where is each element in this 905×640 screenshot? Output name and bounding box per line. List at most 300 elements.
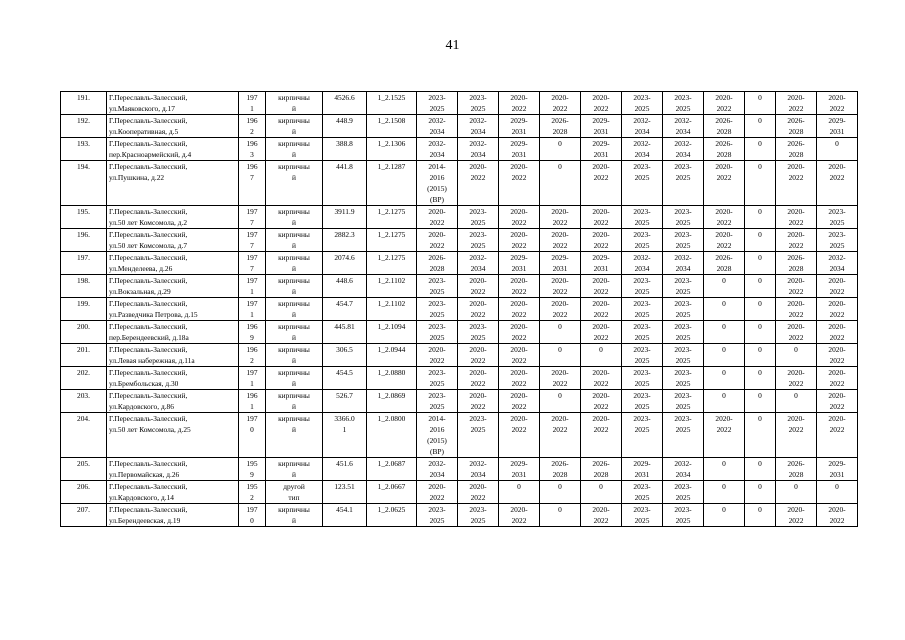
area-value: 306.5 [336, 345, 353, 354]
period-cell [663, 229, 704, 252]
period-line: 2029- [828, 116, 846, 125]
table-row [61, 138, 858, 161]
period-line: 2034 [470, 150, 486, 159]
period-line: 2025 [634, 402, 650, 411]
period-cell [776, 161, 817, 206]
period-cell [776, 298, 817, 321]
period-cell [581, 206, 622, 229]
period-cell [622, 390, 663, 413]
period-line: 2026- [787, 253, 805, 262]
row-number-cell [61, 252, 107, 275]
period-line: 2022 [593, 333, 609, 342]
period-line: 0 [722, 322, 726, 331]
address-street: пер.Берендеевский, д.18а [109, 333, 189, 342]
material-part: й [292, 173, 296, 182]
period-cell [663, 206, 704, 229]
period-line: 2034 [634, 264, 650, 273]
year-part: 197 [246, 276, 258, 285]
period-line: 2022 [829, 379, 845, 388]
period-cell [417, 115, 458, 138]
period-line: 2031 [552, 264, 568, 273]
period-cell [663, 481, 704, 504]
period-line: 0 [758, 207, 762, 216]
material-part: кирпичны [278, 207, 310, 216]
period-line: 2023- [428, 299, 446, 308]
period-line: 2025 [634, 310, 650, 319]
address-city: Г.Переславль-Залесский, [109, 139, 188, 148]
period-cell [581, 458, 622, 481]
table-row [61, 344, 858, 367]
period-cell [417, 504, 458, 527]
address-city: Г.Переславль-Залесский, [109, 391, 188, 400]
period-cell [540, 390, 581, 413]
code-value: 1_2.1306 [377, 139, 406, 148]
year-part: 2 [250, 493, 254, 502]
row-number-cell [61, 206, 107, 229]
code-value: 1_2.1525 [377, 93, 406, 102]
address-street: ул.Вокзальная, д.29 [109, 287, 171, 296]
period-line: 2020- [787, 207, 805, 216]
period-cell [581, 92, 622, 115]
period-line: 2025 [675, 104, 691, 113]
period-line: 2031 [593, 150, 609, 159]
area-cell [323, 344, 367, 367]
period-line: 2028 [429, 264, 445, 273]
period-line: 2023- [633, 207, 651, 216]
period-line: 2025 [634, 333, 650, 342]
period-line: 2022 [470, 402, 486, 411]
area-value: 454.7 [336, 299, 353, 308]
period-line: 0 [558, 482, 562, 491]
period-cell [704, 252, 745, 275]
period-line: 2022 [716, 104, 732, 113]
code-value: 1_2.0944 [377, 345, 406, 354]
period-line: 2022 [716, 241, 732, 250]
period-line: 2022 [593, 218, 609, 227]
period-line: 2025 [470, 218, 486, 227]
address-cell [107, 92, 239, 115]
period-line: 2025 [634, 356, 650, 365]
period-line: 2022 [593, 104, 609, 113]
period-line: 2025 [675, 218, 691, 227]
period-cell [581, 344, 622, 367]
period-line: 2020- [551, 414, 569, 423]
period-line: 2020- [787, 368, 805, 377]
area-value-cont: 1 [342, 425, 347, 434]
address-street: ул.Пушкина, д.22 [109, 173, 165, 182]
period-line: 2032- [428, 459, 446, 468]
row-number-cell [61, 138, 107, 161]
material-part: кирпичны [278, 253, 310, 262]
material-part: кирпичны [278, 505, 310, 514]
period-cell [458, 275, 499, 298]
period-line: 0 [758, 253, 762, 262]
address-cell [107, 344, 239, 367]
code-cell [367, 413, 417, 458]
code-cell [367, 275, 417, 298]
material-part: кирпичны [278, 139, 310, 148]
year-part: 197 [246, 253, 258, 262]
year-part: 196 [246, 139, 258, 148]
period-line: 2025 [429, 310, 445, 319]
period-cell [745, 504, 776, 527]
period-line: 2029- [510, 459, 528, 468]
material-part: кирпичны [278, 459, 310, 468]
period-cell [540, 275, 581, 298]
period-line: 2023- [633, 276, 651, 285]
period-cell [817, 458, 858, 481]
period-cell [417, 92, 458, 115]
code-value: 1_2.1102 [377, 299, 406, 308]
period-line: 2020- [592, 368, 610, 377]
period-line: 0 [758, 299, 762, 308]
material-part: кирпичны [278, 116, 310, 125]
row-number-cell [61, 481, 107, 504]
code-cell [367, 298, 417, 321]
period-line: 2020- [510, 299, 528, 308]
period-line: 2014- [428, 162, 446, 171]
row-number: 203. [77, 391, 90, 400]
period-line: 2028 [788, 127, 804, 136]
period-cell [663, 458, 704, 481]
period-line: 2022 [552, 379, 568, 388]
code-cell [367, 481, 417, 504]
period-line: 2022 [552, 218, 568, 227]
period-cell [817, 229, 858, 252]
wall-material-cell [266, 206, 323, 229]
code-value: 1_2.0667 [377, 482, 406, 491]
period-line: 2023- [674, 276, 692, 285]
period-cell [663, 252, 704, 275]
code-value: 1_2.1275 [377, 253, 406, 262]
material-part: й [292, 241, 296, 250]
period-line: 0 [794, 345, 798, 354]
period-line: 2032- [674, 459, 692, 468]
period-line: 2020- [592, 207, 610, 216]
period-cell [540, 206, 581, 229]
code-value: 1_2.1287 [377, 162, 406, 171]
period-cell [776, 92, 817, 115]
period-cell [745, 298, 776, 321]
period-cell [540, 367, 581, 390]
period-line: 2026- [715, 139, 733, 148]
year-part: 7 [250, 241, 254, 250]
period-cell [704, 413, 745, 458]
area-value: 448.9 [336, 116, 353, 125]
period-line: 2020- [469, 391, 487, 400]
period-line: 2029- [510, 253, 528, 262]
period-line: 2020- [510, 162, 528, 171]
year-part: 195 [246, 482, 258, 491]
period-line: 2032- [428, 139, 446, 148]
area-cell [323, 92, 367, 115]
period-line: 2023- [633, 345, 651, 354]
period-cell [622, 367, 663, 390]
period-cell [745, 413, 776, 458]
year-part: 195 [246, 459, 258, 468]
period-line: 2020- [828, 322, 846, 331]
period-line: 2028 [716, 150, 732, 159]
period-line: 2022 [716, 425, 732, 434]
row-number: 191. [77, 93, 90, 102]
wall-material-cell [266, 458, 323, 481]
period-line: 2034 [829, 264, 845, 273]
year-part: 196 [246, 116, 258, 125]
period-cell [540, 321, 581, 344]
period-cell [499, 367, 540, 390]
year-built-cell [239, 321, 266, 344]
area-value: 448.6 [336, 276, 353, 285]
period-line: 2023- [674, 299, 692, 308]
period-line: 2020- [592, 505, 610, 514]
area-value: 454.1 [336, 505, 353, 514]
period-line: 2022 [470, 379, 486, 388]
material-part: й [292, 470, 296, 479]
period-line: 0 [758, 368, 762, 377]
period-line: 2020- [592, 391, 610, 400]
material-part: кирпичны [278, 230, 310, 239]
period-line: 2016 [429, 173, 445, 182]
period-cell [817, 161, 858, 206]
period-cell [458, 229, 499, 252]
area-value: 3366.0 [334, 414, 355, 423]
period-line: 2020- [787, 299, 805, 308]
table-body [61, 92, 858, 527]
period-line: 2023- [428, 276, 446, 285]
address-cell [107, 206, 239, 229]
code-value: 1_2.0800 [377, 414, 406, 423]
year-part: 197 [246, 505, 258, 514]
period-line: 2026- [551, 459, 569, 468]
period-line: 2020- [469, 482, 487, 491]
period-cell [499, 344, 540, 367]
area-value: 3911.9 [334, 207, 355, 216]
code-value: 1_2.0625 [377, 505, 406, 514]
period-line: 0 [558, 162, 562, 171]
address-cell [107, 481, 239, 504]
period-cell [745, 252, 776, 275]
period-line: 2023- [633, 391, 651, 400]
period-line: 2023- [674, 93, 692, 102]
period-line: 2031 [511, 150, 527, 159]
period-line: 0 [758, 230, 762, 239]
material-part: кирпичны [278, 299, 310, 308]
period-line: 0 [517, 482, 521, 491]
period-cell [704, 161, 745, 206]
period-line: 2022 [470, 493, 486, 502]
code-cell [367, 161, 417, 206]
table-row [61, 504, 858, 527]
table-row [61, 206, 858, 229]
row-number: 207. [77, 505, 90, 514]
period-line: 2020- [510, 207, 528, 216]
period-line: 2022 [511, 218, 527, 227]
period-line: 2032- [469, 253, 487, 262]
row-number-cell [61, 367, 107, 390]
area-cell [323, 298, 367, 321]
period-cell [499, 321, 540, 344]
period-line: 2020- [592, 322, 610, 331]
period-line: 2025 [470, 516, 486, 525]
period-cell [817, 138, 858, 161]
period-cell [622, 115, 663, 138]
period-line: 2029- [510, 139, 528, 148]
period-line: 2020- [592, 299, 610, 308]
period-cell [458, 161, 499, 206]
period-line: 2020- [592, 230, 610, 239]
address-cell [107, 229, 239, 252]
period-line: 0 [722, 368, 726, 377]
wall-material-cell [266, 275, 323, 298]
period-line: 2023- [428, 322, 446, 331]
period-cell [581, 138, 622, 161]
year-built-cell [239, 92, 266, 115]
period-cell [581, 390, 622, 413]
area-cell [323, 161, 367, 206]
period-cell [499, 298, 540, 321]
period-cell [581, 481, 622, 504]
period-line: 2022 [788, 241, 804, 250]
period-line: 2023- [633, 230, 651, 239]
wall-material-cell [266, 390, 323, 413]
period-line: 2022 [593, 310, 609, 319]
address-city: Г.Переславль-Залесский, [109, 207, 188, 216]
table-row [61, 298, 858, 321]
period-line: 2023- [428, 391, 446, 400]
period-cell [776, 367, 817, 390]
period-line: 2022 [788, 425, 804, 434]
period-line: 2031 [634, 470, 650, 479]
period-line: 2032- [674, 116, 692, 125]
period-line: 2020- [510, 322, 528, 331]
period-line: 2022 [593, 241, 609, 250]
period-cell [622, 298, 663, 321]
period-line: 2032- [633, 116, 651, 125]
period-line: 2020- [787, 162, 805, 171]
code-value: 1_2.1275 [377, 207, 406, 216]
period-line: 2022 [788, 104, 804, 113]
period-cell [663, 138, 704, 161]
code-value: 1_2.0880 [377, 368, 406, 377]
period-line: 2020- [551, 276, 569, 285]
period-line: 2023- [674, 368, 692, 377]
year-part: 2 [250, 127, 254, 136]
period-cell [704, 344, 745, 367]
year-part: 1 [250, 104, 254, 113]
year-part: 196 [246, 345, 258, 354]
row-number: 206. [77, 482, 90, 491]
period-line: 2020- [787, 505, 805, 514]
address-street: ул.Менделеева, д.26 [109, 264, 173, 273]
period-line: 2022 [511, 402, 527, 411]
period-line: 2023- [674, 207, 692, 216]
period-cell [704, 504, 745, 527]
period-cell [817, 298, 858, 321]
period-line: 2034 [429, 470, 445, 479]
period-cell [776, 252, 817, 275]
period-cell [581, 252, 622, 275]
period-cell [622, 275, 663, 298]
period-cell [776, 229, 817, 252]
year-built-cell [239, 344, 266, 367]
period-line: 2022 [788, 379, 804, 388]
material-part: кирпичны [278, 162, 310, 171]
period-line: 2031 [511, 470, 527, 479]
area-value: 123.51 [334, 482, 355, 491]
period-line: 0 [758, 93, 762, 102]
period-line: 2025 [675, 241, 691, 250]
period-cell [745, 390, 776, 413]
address-city: Г.Переславль-Залесский, [109, 505, 188, 514]
period-line: 2022 [829, 425, 845, 434]
wall-material-cell [266, 138, 323, 161]
period-cell [622, 481, 663, 504]
period-line: 2022 [593, 173, 609, 182]
area-value: 2882.3 [334, 230, 355, 239]
material-part: й [292, 127, 296, 136]
period-line: 2020- [787, 93, 805, 102]
wall-material-cell [266, 161, 323, 206]
period-line: 2020- [510, 414, 528, 423]
row-number: 201. [77, 345, 90, 354]
period-cell [417, 367, 458, 390]
material-part: й [292, 218, 296, 227]
period-line: 2026- [551, 116, 569, 125]
period-cell [622, 458, 663, 481]
period-cell [540, 298, 581, 321]
period-line: 2025 [675, 173, 691, 182]
period-line: 2022 [716, 173, 732, 182]
period-cell [776, 344, 817, 367]
period-cell [663, 92, 704, 115]
address-cell [107, 275, 239, 298]
period-line: 2028 [716, 127, 732, 136]
area-value: 441.8 [336, 162, 353, 171]
period-line: 2022 [511, 241, 527, 250]
period-line: 2020- [469, 345, 487, 354]
material-part: й [292, 264, 296, 273]
period-cell [704, 321, 745, 344]
period-cell [776, 138, 817, 161]
period-line: 2022 [788, 173, 804, 182]
period-cell [417, 344, 458, 367]
period-cell [776, 504, 817, 527]
period-line: 2028 [788, 264, 804, 273]
year-part: 197 [246, 207, 258, 216]
period-cell [817, 504, 858, 527]
material-part: кирпичны [278, 276, 310, 285]
period-line: 2032- [469, 139, 487, 148]
period-line: 0 [758, 322, 762, 331]
period-line: 2034 [675, 470, 691, 479]
period-line: 2023- [674, 505, 692, 514]
address-city: Г.Переславль-Залесский, [109, 459, 188, 468]
material-part: й [292, 104, 296, 113]
address-cell [107, 138, 239, 161]
code-value: 1_2.1275 [377, 230, 406, 239]
period-line: 0 [722, 505, 726, 514]
period-cell [417, 206, 458, 229]
period-line: 2022 [511, 333, 527, 342]
period-line: 2034 [675, 150, 691, 159]
period-line: 2020- [510, 391, 528, 400]
wall-material-cell [266, 504, 323, 527]
period-line: 2028 [593, 470, 609, 479]
period-line: (ВР) [430, 195, 444, 204]
period-line: 2022 [511, 379, 527, 388]
wall-material-cell [266, 92, 323, 115]
period-line: 2034 [634, 150, 650, 159]
